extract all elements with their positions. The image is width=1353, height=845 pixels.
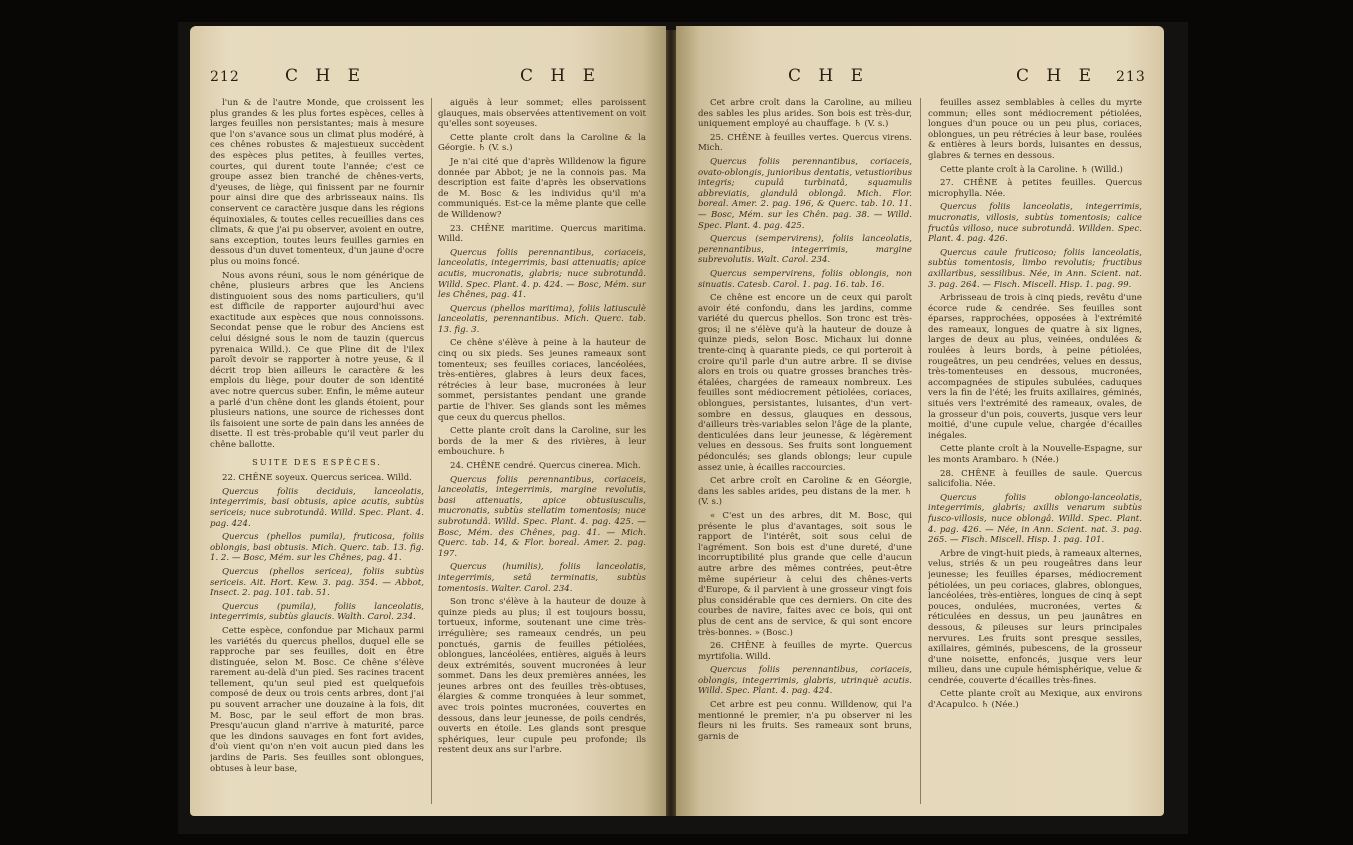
paragraph: Je n'ai cité que d'après Willdenow la figure donnée par Abbot; je ne la connois pas. Ma description est faite d'après les observations de M. Bosc & les individus qu'il m'a communiqués. Est-ce la même plante que celle de Willdenow? [438, 156, 646, 220]
right-column-1 [698, 98, 912, 806]
paragraph: Cette plante croît au Mexique, aux environs d'Acapulco. ♄ (Née.) [928, 689, 1142, 711]
paragraph: Arbre de vingt-huit pieds, à rameaux alternes, velus, striés & un peu rougeâtres dans leur jeunesse; les feuilles éparses, médiocrement pétiolées, un peu coriaces, glabres, oblongues, lancéolées, très-entières, longues de cinq à sept pouces, ondulées, mucronées, vertes & réticulées en dessus, un peu jaunâtres en dessous, & pileuses sur leurs principales nervures. Les fruits sont presque sessiles, axillaires, géminés, pubescens, de la grosseur d'une noisette, enfoncés, jusque vers leur milieu, dans une cupule hémisphérique, velue & cendrée, couverte d'écailles très-fines. [928, 548, 1142, 686]
paragraph: Arbrisseau de trois à cinq pieds, revêtu d'une écorce rude & cendrée. Ses feuilles sont éparses, rapprochées, opposées à l'extrémité des rameaux, longues de quatre à six lignes, larges de deux au plus, veinées, ondulées & roulées à leurs bords, à peine pétiolées, rougeâtres, un peu cendrées, velues en dessus, très-tomenteuses en dessous, mucronées, accompagnées de stipules subulées, caduques vers la fin de l'été; les fruits axillaires, géminés, situés vers l'extrémité des rameaux, ovales, de la grosseur d'un pois, couverts, jusque vers leur moitié, d'une cupule velue, chargée d'écailles inégales. [928, 293, 1142, 441]
left-running-head-1: C H E [285, 66, 367, 86]
synonym: Quercus caule fruticoso; foliis lanceolatis, subtùs tomentosis, limbo revolutis; fructibus axillaribus, sessilibus. Née, in Ann. Scient. nat. 3. pag. 264. — Fisch. Miscell. Hisp. 1. pag. 99. [928, 247, 1142, 290]
column-rule [431, 98, 432, 804]
species-heading: 23. CHÊNE maritime. Quercus maritima. Willd. [438, 223, 646, 245]
paragraph: Son tronc s'élève à la hauteur de douze à quinze pieds au plus; il est toujours bossu, tortueux, informe, soutenant une cime très-irrégulière; ses rameaux cendrés, un peu ponctués, garnis de feuilles pétiolées, oblongues, lancéolées, entières, aiguës à leurs deux extrémités, souvent mucronées à leur sommet. Dans les deux premières années, les jeunes arbres ont des feuilles très-obtuses, élargies & comme tronquées à leur sommet, avec trois pointes mucronées, couvertes en dessous, dans leur jeunesse, de poils cendrés, ouverts en étoile. Les glands sont presque sphériques, leur cupule peu profonde; ils restent deux ans sur l'arbre. [438, 597, 646, 756]
synonym: Quercus (humilis), foliis lanceolatis, integerrimis, setâ terminatis, subtùs tomentosis. Walter. Carol. 234. [438, 562, 646, 594]
right-page-header [676, 66, 1164, 96]
paragraph: Cette plante croît dans la Caroline, sur les bords de la mer & des rivières, à leur embouchure. ♄ [438, 426, 646, 458]
left-column-2 [438, 98, 646, 806]
synonym: Quercus sempervirens, foliis oblongis, non sinuatis. Catesb. Carol. 1. pag. 16. tab. 16. [698, 268, 912, 290]
synonym: Quercus (phellos pumila), fruticosa, foliis oblongis, basi obtusis. Mich. Querc. tab. 13. fig. 1. 2. — Bosc, Mém. sur les Chênes, pag. 41. [210, 532, 424, 564]
left-column-1 [210, 98, 424, 806]
paragraph: Ce chêne est encore un de ceux qui paroît avoir été confondu, dans les jardins, comme variété du quercus phellos. Son tronc est très-gros; il ne s'élève qu'à la hauteur de douze à quinze pieds, selon Bosc. Michaux lui donne trente-cinq à quarante pieds, ce qui porteroit à croire qu'il parle d'un autre arbre. Il se divise alors en trois ou quatre grosses branches très-étalées, chargées de rameaux nombreux. Les feuilles sont médiocrement pétiolées, coriaces, oblongues, persistantes, luisantes, d'un vert-sombre en dessus, glauques en dessous, d'ailleurs très-variables selon l'âge de la plante, denticulées dans leur jeunesse, & légèrement velues en dessous. Ses fruits sont longuement pédonculés; ses glands oblongs; leur cupule assez unie, à écailles raccourcies. [698, 293, 912, 473]
paragraph: Cette plante croît dans la Caroline & la Géorgie. ♄ (V. s.) [438, 132, 646, 154]
species-heading: 25. CHÊNE à feuilles vertes. Quercus virens. Mich. [698, 132, 912, 154]
paragraph: feuilles assez semblables à celles du myrte commun; elles sont médiocrement pétiolées, longues d'un pouce ou un peu plus, coriaces, oblongues, un peu rétrécies à leur base, roulées & entières à leurs bords, luisantes en dessus, glabres & ternes en dessous. [928, 98, 1142, 161]
species-heading: 27. CHÊNE à petites feuilles. Quercus microphylla. Née. [928, 178, 1142, 199]
right-column-2 [928, 98, 1142, 806]
latin-description: Quercus foliis perennantibus, coriaceis, ovato-oblongis, junioribus dentatis, vetustioribus integris; cupulâ turbinatâ, squamulis abbreviatis, glandulâ oblongâ. Mich. Flor. boreal. Amer. 2. pag. 196, & Querc. tab. 10. 11. — Bosc, Mém. sur les Chên. pag. 38. — Willd. Spec. Plant. 4. pag. 425. [698, 156, 912, 231]
synonym: Quercus (pumila), foliis lanceolatis, integerrimis, subtùs glaucis. Walth. Carol. 234. [210, 601, 424, 623]
species-heading: 26. CHÊNE à feuilles de myrte. Quercus myrtifolia. Willd. [698, 641, 912, 662]
paragraph: Nous avons réuni, sous le nom générique de chêne, plusieurs arbres que les Anciens distinguoient sous des noms particuliers, qu'il est difficile de rapporter aujourd'hui avec exactitude aux espèces que nous connoissons. Secondat pense que le robur des Anciens est celui désigné sous le nom de tauzin (quercus pyrenaica Willd.). Ce que Pline dit de l'ilex paroît devoir se rapporter à notre yeuse, & il décrit trop bien ailleurs le caractère & les emplois du liège, pour douter de son identité avec notre quercus suber. Enfin, le même auteur a parlé d'un chêne dont les glands étoient, pour plusieurs nations, une source de richesses dont ils faisoient une sorte de pain dans les années de disette. Il est très-probable qu'il veut parler du chêne ballotte. [210, 270, 424, 450]
left-running-head-2: C H E [520, 66, 602, 86]
species-heading: 24. CHÊNE cendré. Quercus cinerea. Mich. [450, 461, 641, 471]
latin-description: Quercus foliis perennantibus, coriaceis, oblongis, integerrimis, glabris, utrinquè acutis. Willd. Spec. Plant. 4. pag. 424. [698, 665, 912, 697]
synonym: Quercus (phellos maritima), foliis latiusculè lanceolatis, perennantibus. Mich. Querc. tab. 13. fig. 3. [438, 303, 646, 335]
right-page-number: 213 [1116, 69, 1146, 85]
paragraph: Cette plante croît à la Caroline. ♄ (Willd.) [940, 164, 1123, 175]
species-heading: 28. CHÊNE à feuilles de saule. Quercus salicifolia. Née. [928, 468, 1142, 490]
synonym: Quercus (phellos sericea), foliis subtùs sericeis. Ait. Hort. Kew. 3. pag. 354. — Abbot, Insect. 2. pag. 101. tab. 51. [210, 566, 424, 599]
latin-description: Quercus foliis perennantibus, coriaceis, lanceolatis, integerrimis, margine revolutis, basi attenuatis, apice obtusiusculis, mucronatis, subtùs stellatim tomentosis; nuce subrotundâ. Willd. Spec. Plant. 4. pag. 425. — Bosc, Mém. des Chênes, pag. 41. — Mich. Querc. tab. 14, & Flor. boreal. Amer. 2. pag. 197. [438, 474, 646, 559]
section-heading: SUITE DES ESPÈCES. [252, 456, 382, 467]
paragraph: Cet arbre est peu connu. Willdenow, qui l'a mentionné le premier, n'a pu observer ni les fleurs ni les fruits. Ses rameaux sont bruns, garnis de [698, 700, 912, 742]
paragraph: Cet arbre croît en Caroline & en Géorgie, dans les sables arides, peu distans de la mer. ♄ (V. s.) [698, 476, 912, 508]
latin-description: Quercus foliis deciduis, lanceolatis, integerrimis, basi obtusis, apice acutis, subtùs sericeis; nuce subrotundâ. Willd. Spec. Plant. 4. pag. 424. [210, 486, 424, 529]
species-heading: 22. CHÊNE soyeux. Quercus sericea. Willd. [222, 473, 412, 484]
quotation: « C'est un des arbres, dit M. Bosc, qui présente le plus d'avantages, soit sous le rapport de l'intérêt, soit sous celui de l'agrément. Son bois est d'une dureté, d'une incorruptibilité plus grande que celle d'aucun autre arbre des mêmes contrées, peut-être même supérieur à celui des chênes-verts d'Europe, & il parvient à une grosseur vingt fois plus considérable que ces derniers. On cite des courbes de navire, faites avec ce bois, qui ont plus de cent ans de service, & qui sont encore très-bonnes. » (Bosc.) [698, 510, 912, 638]
left-page [190, 26, 666, 816]
paragraph: l'un & de l'autre Monde, que croissent les plus grandes & les plus fortes espèces, celles à larges feuilles non persistantes; mais à mesure que l'on s'avance sous un climat plus modéré, à ces chênes robustes & majestueux succèdent des espèces plus petites, à feuilles vertes, courtes, qui durent toute l'année; c'est ce groupe assez bien tranché de chênes-verts, d'yeuses, de liège, qui finissent par ne fournir pour ainsi dire que des arbrisseaux nains. Ils conservent ce caractère jusque dans les régions équinoxiales, & toutes celles recueillies dans ces climats, & que j'ai pu observer, avoient en outre, sans exception, toutes leurs feuilles garnies en dessous d'un duvet tomenteux, d'un jaune d'ocre plus ou moins foncé. [210, 98, 424, 267]
column-rule [920, 98, 921, 804]
latin-description: Quercus foliis lanceolatis, integerrimis, mucronatis, villosis, subtùs tomentosis; calice fructûs villoso, nuce subrotundâ. Willden. Spec. Plant. 4. pag. 426. [928, 202, 1142, 245]
paragraph: Cette espèce, confondue par Michaux parmi les variétés du quercus phellos, duquel elle se rapproche par ses feuilles, doit en être distinguée, selon M. Bosc. Ce chêne s'élève rarement au-delà d'un pied. Ses racines tracent tellement, qu'un seul pied est quelquefois composé de deux ou trois cents arbres, dont j'ai pu souvent arracher une douzaine à la fois, dit M. Bosc, par le seul effort de mon bras. Presqu'aucun gland n'arrive à maturité, parce que les dindons sauvages en font fort avides, d'où vient qu'on n'en voit aucun pied dans les jardins de Paris. Ses feuilles sont oblongues, obtuses à leur base, [210, 625, 424, 774]
synonym: Quercus (sempervirens), foliis lanceolatis, perennantibus, integerrimis, margine subrevolutis. Walt. Carol. 234. [698, 234, 912, 266]
latin-description: Quercus foliis oblongo-lanceolatis, integerrimis, glabris; axillis venarum subtùs fusco-villosis, nuce oblongâ. Willd. Spec. Plant. 4. pag. 426. — Née, in Ann. Scient. nat. 3. pag. 265. — Fisch. Miscell. Hisp. 1. pag. 101. [928, 492, 1142, 546]
paragraph: Cet arbre croît dans la Caroline, au milieu des sables les plus arides. Son bois est très-dur, uniquement employé au chauffage. ♄ (V. s.) [698, 98, 912, 130]
right-running-head-1: C H E [788, 66, 870, 86]
paragraph: Ce chêne s'élève à peine à la hauteur de cinq ou six pieds. Ses jeunes rameaux sont tomenteux; ses feuilles coriaces, lancéolées, très-entières, glabres à leurs deux faces, rétrécies à leur base, mucronées à leur sommet, persistantes pendant une grande partie de l'hiver. Ses glands sont les mêmes que ceux du quercus phellos. [438, 338, 646, 423]
right-running-head-2: C H E [1016, 66, 1098, 86]
latin-description: Quercus foliis perennantibus, coriaceis, lanceolatis, integerrimis, basi attenuatis; apice acutis, mucronatis, glabris; nuce subrotundâ. Willd. Spec. Plant. 4. p. 424. — Bosc, Mém. sur les Chênes, pag. 41. [438, 247, 646, 301]
left-page-header [190, 66, 666, 96]
right-page [676, 26, 1164, 816]
left-page-number: 212 [210, 69, 240, 85]
paragraph: aiguës à leur sommet; elles paroissent glauques, mais observées attentivement on voit qu'elles sont soyeuses. [438, 98, 646, 130]
paragraph: Cette plante croît à la Nouvelle-Espagne, sur les monts Arambaro. ♄ (Née.) [928, 444, 1142, 465]
